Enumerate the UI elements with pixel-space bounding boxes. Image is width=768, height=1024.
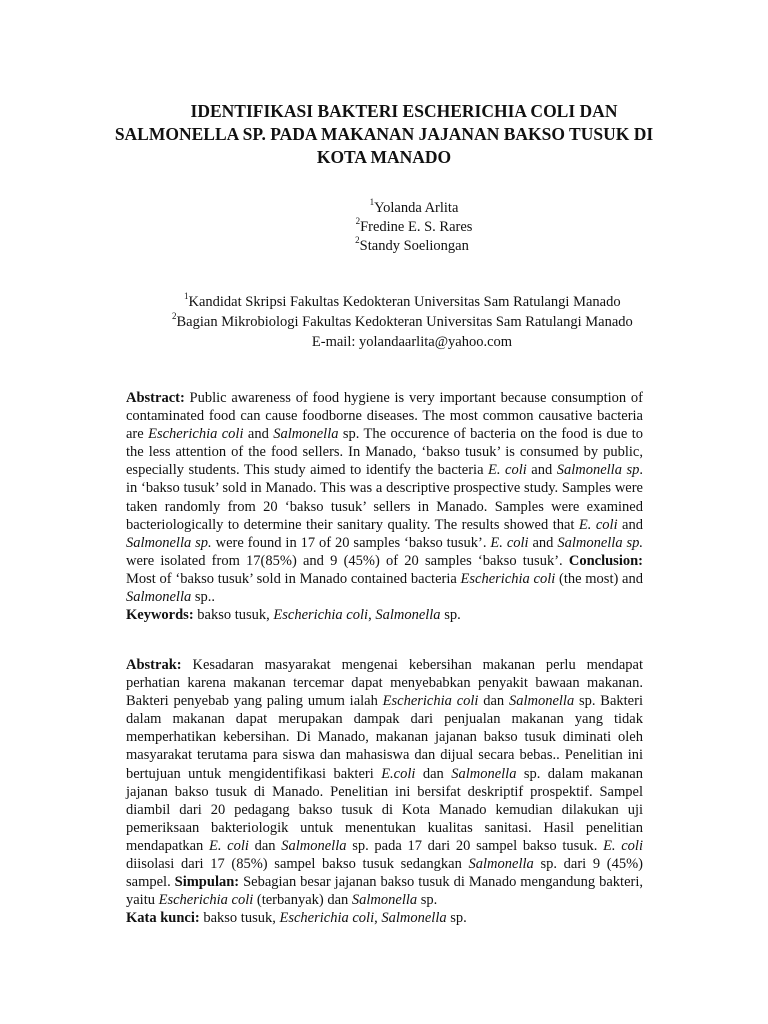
species-name: E. coli bbox=[488, 462, 527, 479]
abstrak-text: dan bbox=[248, 837, 282, 854]
abstrak-text: (terbanyak) dan bbox=[253, 892, 352, 909]
author-2-name: Fredine E. S. Rares bbox=[360, 219, 473, 235]
species-name: Salmonella bbox=[281, 837, 347, 854]
author-1-name: Yolanda Arlita bbox=[374, 200, 459, 216]
abstract-label: Abstract: bbox=[126, 390, 185, 406]
abstrak-text: diisolasi dari 17 (85%) sampel bakso tusuk sedangkan bbox=[126, 856, 469, 873]
abstract-indonesian-body bbox=[126, 656, 643, 909]
keyword-text: sp. bbox=[440, 607, 461, 624]
abstrak-text: sp. dalam makanan jajanan bakso tusuk di Manado. Penelitian ini bersifat deskriptif prospektif. Sampel diambil dari 20 pedagang bakso tusuk di Kota Manado kemudian dilakukan uji pemeriksaan bakteriologik untuk menentukan kualitas sanitasi. Hasil penelitian mendapatkan bbox=[126, 765, 643, 854]
species-name: Salmonella sp. bbox=[126, 534, 212, 551]
abstrak-text: Sebagian besar jajanan bakso tusuk di Manado mengandung bakteri, yaitu bbox=[126, 874, 643, 909]
species-name: Escherichia coli bbox=[158, 892, 254, 909]
species-name: Salmonella bbox=[273, 426, 339, 443]
keyword-text: sp. bbox=[446, 910, 467, 927]
paper-title bbox=[100, 100, 668, 169]
abstrak-text: dan bbox=[415, 765, 452, 782]
species-name: Salmonella bbox=[451, 765, 517, 782]
species-name: Salmonella bbox=[508, 693, 575, 710]
abstract-text: and bbox=[243, 426, 274, 443]
species-name: Escherichia coli bbox=[382, 693, 479, 710]
species-name: Salmonella bbox=[126, 589, 192, 606]
abstract-text: Public awareness of food hygiene is very important because consumption of contaminated food can cause foodborne diseases. The most common causative bacteria are bbox=[126, 390, 643, 443]
title-line-2: SALMONELLA SP. PADA MAKANAN JAJANAN BAKSO TUSUK DI bbox=[114, 124, 654, 144]
abstrak-text: sp. pada 17 dari 20 sampel bakso tusuk. bbox=[346, 837, 604, 854]
abstract-text: were isolated from 17(85%) and 9 (45%) of 20 samples ‘bakso tusuk’. bbox=[126, 552, 569, 569]
abstrak-text: Kesadaran masyarakat mengenai kebersihan makanan perlu mendapat perhatian karena makanan tercemar dapat menyebabkan penyakit bawaan makanan. Bakteri penyebab yang paling umum ialah bbox=[126, 657, 643, 710]
abstract-text: Most of ‘bakso tusuk’ sold in Manado contained bacteria bbox=[126, 570, 461, 587]
abstrak-text: dan bbox=[478, 693, 509, 710]
affiliation-1 bbox=[0, 292, 768, 312]
abstract-text: and bbox=[617, 516, 643, 533]
species-name: E. coli bbox=[209, 837, 249, 854]
affiliation-2-text: Bagian Mikrobiologi Fakultas Kedokteran Universitas Sam Ratulangi Manado bbox=[176, 314, 633, 330]
author-2-sup: 2 bbox=[355, 216, 361, 227]
abstrak-text: sp. dari 9 (45%) sampel. bbox=[126, 856, 643, 891]
abstract-text: sp. The occurence of bacteria on the food is due to the less attention of the food sellers. In Manado, ‘bakso tusuk’ is consumed by public, especially students. This study aimed to identify the bacteria bbox=[126, 426, 643, 479]
author-1-sup: 1 bbox=[369, 197, 375, 208]
species-name: Salmonella bbox=[351, 892, 418, 909]
abstrak-label: Abstrak: bbox=[126, 657, 182, 673]
keywords-english bbox=[126, 606, 643, 624]
abstract-text: . in ‘bakso tusuk’ sold in Manado. This was a descriptive prospective study. Samples were taken randomly from 20 ‘bakso tusuk’ sellers in Manado. Samples were examined bacteriologically to determine their sanitary quality. The results showed that bbox=[126, 462, 643, 533]
abstract-text: sp.. bbox=[191, 589, 216, 606]
title-line-1: IDENTIFIKASI BAKTERI ESCHERICHIA COLI DAN bbox=[190, 101, 618, 121]
title-line-3: KOTA MANADO bbox=[316, 147, 452, 167]
abstract-text: were found in 17 of 20 samples ‘bakso tusuk’. bbox=[211, 534, 491, 551]
affiliation-2 bbox=[0, 312, 768, 332]
abstract-english-body bbox=[126, 389, 643, 606]
author-3-sup: 2 bbox=[355, 235, 360, 246]
affiliation-2-sup: 2 bbox=[172, 311, 177, 322]
keyword-species: Salmonella bbox=[381, 910, 447, 927]
species-name: Salmonella sp bbox=[556, 462, 640, 479]
species-name: E. coli bbox=[603, 837, 643, 854]
author-3 bbox=[0, 237, 768, 256]
author-list bbox=[0, 199, 768, 256]
abstract-text: (the most) and bbox=[555, 570, 643, 587]
abstrak-text: sp. Bakteri dalam makanan dapat merupakan dampak dari penjualan makanan yang tidak memperhatikan kebersihan. Di Manado, makanan jajanan bakso tusuk diminati oleh masyarakat terutama para siswa dan mahasiswa dan dijual secara bebas.. Penelitian ini bertujuan untuk mengidentifikasi bakteri bbox=[126, 693, 643, 782]
keyword-text: bakso tusuk, bbox=[199, 910, 280, 927]
affiliation-1-text: Kandidat Skripsi Fakultas Kedokteran Universitas Sam Ratulangi Manado bbox=[188, 294, 621, 310]
affiliation-1-sup: 1 bbox=[184, 291, 189, 302]
species-name: Salmonella sp. bbox=[557, 534, 644, 551]
species-name: E. coli bbox=[490, 534, 529, 551]
author-2 bbox=[0, 218, 768, 237]
abstract-indonesian bbox=[126, 656, 643, 927]
conclusion-label: Conclusion: bbox=[568, 552, 643, 569]
keyword-text: bakso tusuk, bbox=[193, 607, 274, 624]
abstract-english bbox=[126, 389, 643, 624]
email: E-mail: yolandaarlita@yahoo.com bbox=[311, 334, 513, 350]
species-name: Escherichia coli bbox=[460, 570, 556, 587]
author-1 bbox=[0, 199, 768, 218]
species-name: E. coli bbox=[578, 516, 618, 533]
abstrak-text: sp. bbox=[417, 892, 438, 909]
keywords-indonesian bbox=[126, 909, 643, 927]
keyword-text: , bbox=[374, 910, 382, 927]
keyword-species: Escherichia coli bbox=[273, 607, 369, 624]
keyword-species: Escherichia coli bbox=[279, 910, 375, 927]
species-name: Escherichia coli bbox=[148, 426, 244, 443]
kata-kunci-label: Kata kunci: bbox=[126, 910, 200, 927]
abstract-text: and bbox=[526, 462, 557, 479]
abstract-text: and bbox=[528, 534, 558, 551]
author-3-name: Standy Soeliongan bbox=[359, 238, 469, 254]
species-name: E.coli bbox=[381, 765, 416, 782]
keyword-species: Salmonella bbox=[375, 607, 441, 624]
keyword-text: , bbox=[368, 607, 376, 624]
simpulan-label: Simpulan: bbox=[174, 874, 240, 891]
keywords-label: Keywords: bbox=[126, 607, 194, 624]
affiliations bbox=[0, 292, 768, 352]
species-name: Salmonella bbox=[468, 856, 534, 873]
